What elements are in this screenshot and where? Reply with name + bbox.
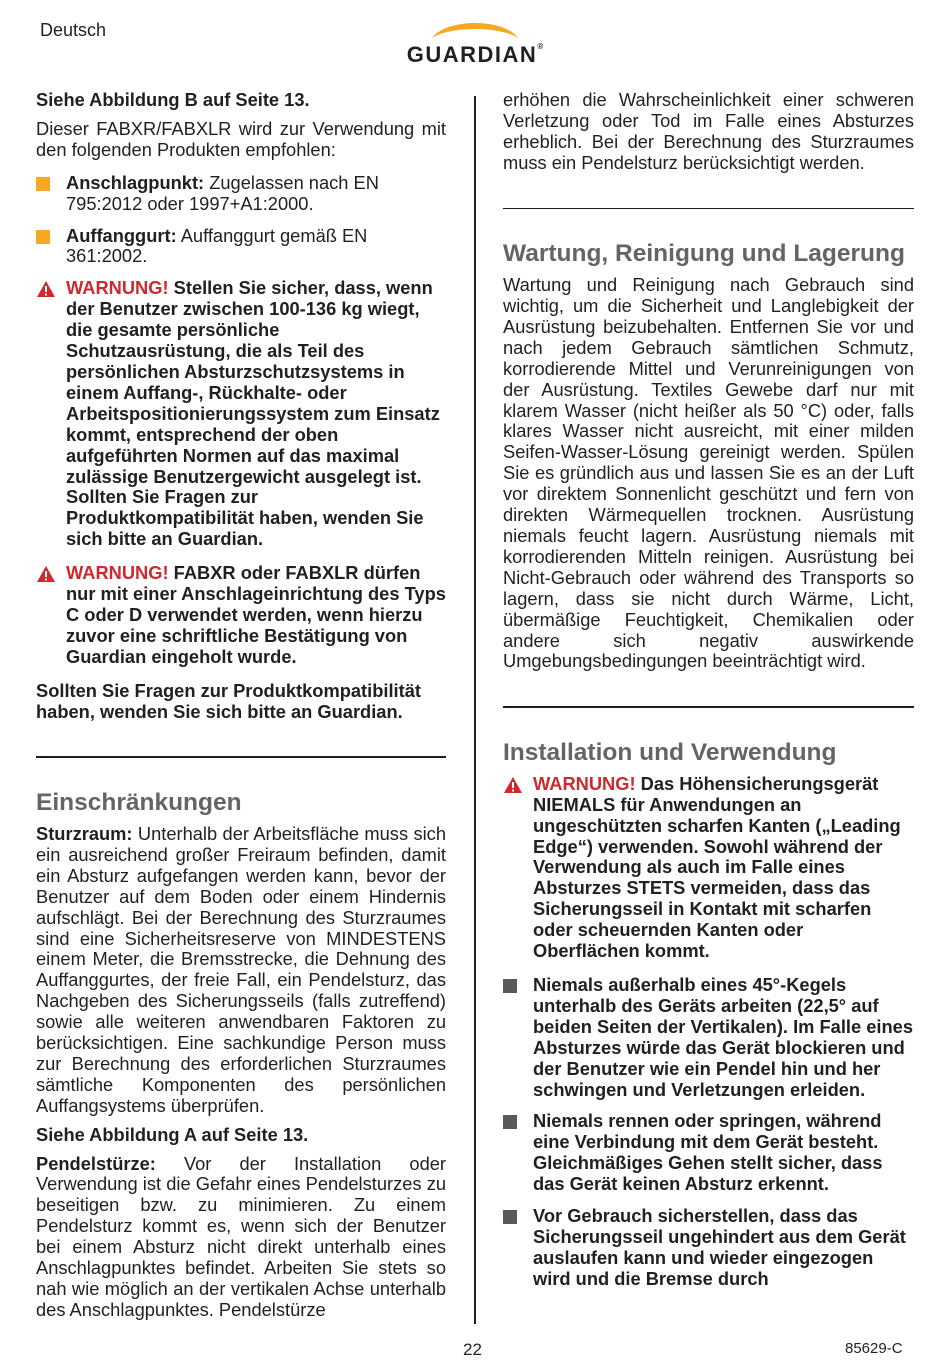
swing-fall-text: Vor der Installation oder Verwendung ist die Gefahr eines Pendelsturzes zu beseitigen bzw. zu minimieren. Zu einem Pendelsturz kommt es, wenn sich der Benutzer bei einem Absturz nicht direkt unterhalb eines Anschlagpunktes befindet. Arbeiten Sie stets so nah wie möglich an der vertikalen Achse unterhalb des Anschlagpunktes. Pendelstürze [36, 1152, 446, 1320]
figure-a-reference: Siehe Abbildung A auf Seite 13. [36, 1123, 309, 1145]
square-bullet-icon [36, 177, 50, 191]
heading-limitations: Einschränkungen [36, 788, 242, 816]
square-bullet-icon [503, 979, 517, 993]
section-divider [503, 706, 914, 708]
warning-text: Stellen Sie sicher, dass, wenn der Benutzer zwischen 100-136 kg wiegt, die gesamte persönliche Schutzausrüstung, die als Teil des persönlichen Absturzschutzsystems in einem Auffang-, Rückhalte- oder Arbeitspositionierungssystem zum Einsatz kommt, entsprechend der oben aufgeführten Normen auf das maximal zulässige Benutzergewicht ausgelegt ist. Sollten Sie Fragen zur Produktkompatibilität haben, wenden Sie sich bitte an Guardian. [66, 277, 440, 550]
document-code: 85629-C [845, 1340, 903, 1357]
swing-fall-continuation: erhöhen die Wahrscheinlichkeit einer schweren Verletzung oder Tod im Falle eines Absturzes erheblich. Bei der Berechnung des Sturzraumes muss ein Pendelsturz berücksichtigt werden. [503, 89, 914, 173]
warning-anchor-type [36, 563, 446, 668]
fall-clearance-paragraph [36, 824, 446, 1117]
page-number: 22 [463, 1340, 482, 1359]
bullet-text: Vor Gebrauch sicherstellen, dass das Sicherungsseil ungehindert aus dem Gerät auslaufen kann und wieder eingezogen wird und die Bremse durch [533, 1205, 906, 1289]
figure-b-reference: Siehe Abbildung B auf Seite 13. [36, 89, 310, 110]
bullet-text: Auffanggurt gemäß EN 361:2002. [66, 224, 368, 267]
warning-weight [36, 278, 446, 550]
logo-arc-icon [428, 16, 522, 42]
square-bullet-icon [36, 230, 50, 244]
square-bullet-icon [503, 1210, 517, 1224]
heading-installation: Installation und Verwendung [503, 738, 837, 766]
language-label: Deutsch [40, 20, 107, 40]
heading-maintenance: Wartung, Reinigung und Lagerung [503, 240, 905, 268]
intro-paragraph: Dieser FABXR/FABXLR wird zur Verwendung mit den folgenden Produkten empfohlen: [36, 117, 446, 160]
warning-leading-edge [503, 774, 914, 962]
swing-fall-paragraph [36, 1154, 446, 1321]
guardian-logo [384, 16, 566, 67]
swing-fall-label: Pendelstürze: [36, 1152, 156, 1174]
warning-word: WARNUNG! [66, 562, 169, 584]
left-column [36, 90, 446, 1321]
warning-word: WARNUNG! [66, 277, 169, 299]
bullet-text: Zugelassen nach EN 795:2012 oder 1997+A1:2000. [66, 171, 379, 214]
list-item-check-lifeline [503, 1206, 914, 1290]
maintenance-paragraph: Wartung und Reinigung nach Gebrauch sind wichtig, um die Sicherheit und Langlebigkeit der Ausrüstung beizubehalten. Entfernen Sie vor und nach jedem Gebrauch sämtlichen Schmutz, korrodierende Mittel und Verunreinigungen von der Ausrüstung. Textiles Gewebe darf nur mit klarem Wasser (nicht heißer als 50 °C) oder, falls klares Wasser nicht ausreicht, mit einer milden Seifen-Wasser-Lösung gereinigt werden. Spülen Sie es gründlich aus und lassen Sie es an der Luft vor direktem Sonnenlicht geschützt und fern von direkten Wärmequellen trocknen. Ausrüstung niemals feucht lagern. Ausrüstung niemals mit korrodierenden Mitteln reinigen. Ausrüstung bei Nicht-Gebrauch oder während des Transports so lagern, dass sie nicht durch Wärme, Licht, übermäßige Feuchtigkeit, Chemikalien oder andere sich negativ auswirkende Umgebungsbedingungen beeinträchtigt wird. [503, 274, 914, 672]
fall-clearance-label: Sturzraum: [36, 822, 133, 844]
fall-clearance-text: Unterhalb der Arbeitsfläche muss sich ein ausreichend großer Freiraum befinden, damit ein Absturz aufgefangen werden kann, bevor der Benutzer auf dem Boden oder einem Hindernis aufschlägt. Bei der Berechnung des Sturzraumes sind eine Sicherheitsreserve von MINDESTENS einem Meter, die Bremsstrecke, die Dehnung des Auffanggurtes, der freie Fall, ein Pendelsturz, das Nachgeben des Sicherungsseils (falls zutreffend) sowie alle weiteren anwendbaren Faktoren zu berücksichtigen. Eine sachkundige Person muss zur Berechnung des erforderlichen Sturzraumes sämtliche Komponenten des persönlichen Auffangsystems überprüfen. [36, 822, 446, 1116]
right-column [503, 90, 914, 1301]
bullet-text: Niemals rennen oder springen, während eine Verbindung mit dem Gerät besteht. Gleichmäßiges Gehen stellt sicher, dass das Gerät keinen Absturz erkennt. [533, 1110, 883, 1195]
list-item-harness [36, 226, 446, 268]
bullet-label: Auffanggurt: [66, 224, 177, 246]
bullet-label: Anschlagpunkt: [66, 171, 205, 193]
list-item-no-running [503, 1111, 914, 1195]
list-item-cone [503, 975, 914, 1100]
warning-triangle-icon [36, 280, 56, 298]
warning-triangle-icon [36, 565, 56, 583]
bullet-text: Niemals außerhalb eines 45°-Kegels unterhalb des Geräts arbeiten (22,5° auf beiden Seiten der Vertikalen). Im Falle eines Absturzes würde das Gerät blockieren und der Benutzer wie ein Pendel hin und her schwingen und Verletzungen erleiden. [533, 974, 913, 1100]
warning-text: FABXR oder FABXLR dürfen nur mit einer Anschlageinrichtung des Typs C oder D verwendet werden, wenn hierzu zuvor eine schriftliche Bestätigung von Guardian eingeholt wurde. [66, 562, 446, 667]
warning-text: Das Höhensicherungsgerät NIEMALS für Anwendungen an ungeschützten scharfen Kanten („Leading Edge“) verwenden. Sowohl während der Verwendung als auch im Falle eines Absturzes STETS vermeiden, dass das Sicherungsseil in Kontakt mit scharfen oder scheuernden Kanten oder Oberflächen kommt. [533, 772, 901, 962]
logo-wordmark: GUARDIAN® [406, 42, 544, 67]
section-divider [36, 756, 446, 758]
section-divider [503, 208, 914, 210]
column-divider [474, 96, 476, 1324]
square-bullet-icon [503, 1115, 517, 1129]
warning-triangle-icon [503, 776, 523, 794]
compatibility-note: Sollten Sie Fragen zur Produktkompatibilität haben, wenden Sie sich bitte an Guardian. [36, 679, 421, 722]
list-item-anchor [36, 173, 446, 215]
warning-word: WARNUNG! [533, 772, 636, 794]
